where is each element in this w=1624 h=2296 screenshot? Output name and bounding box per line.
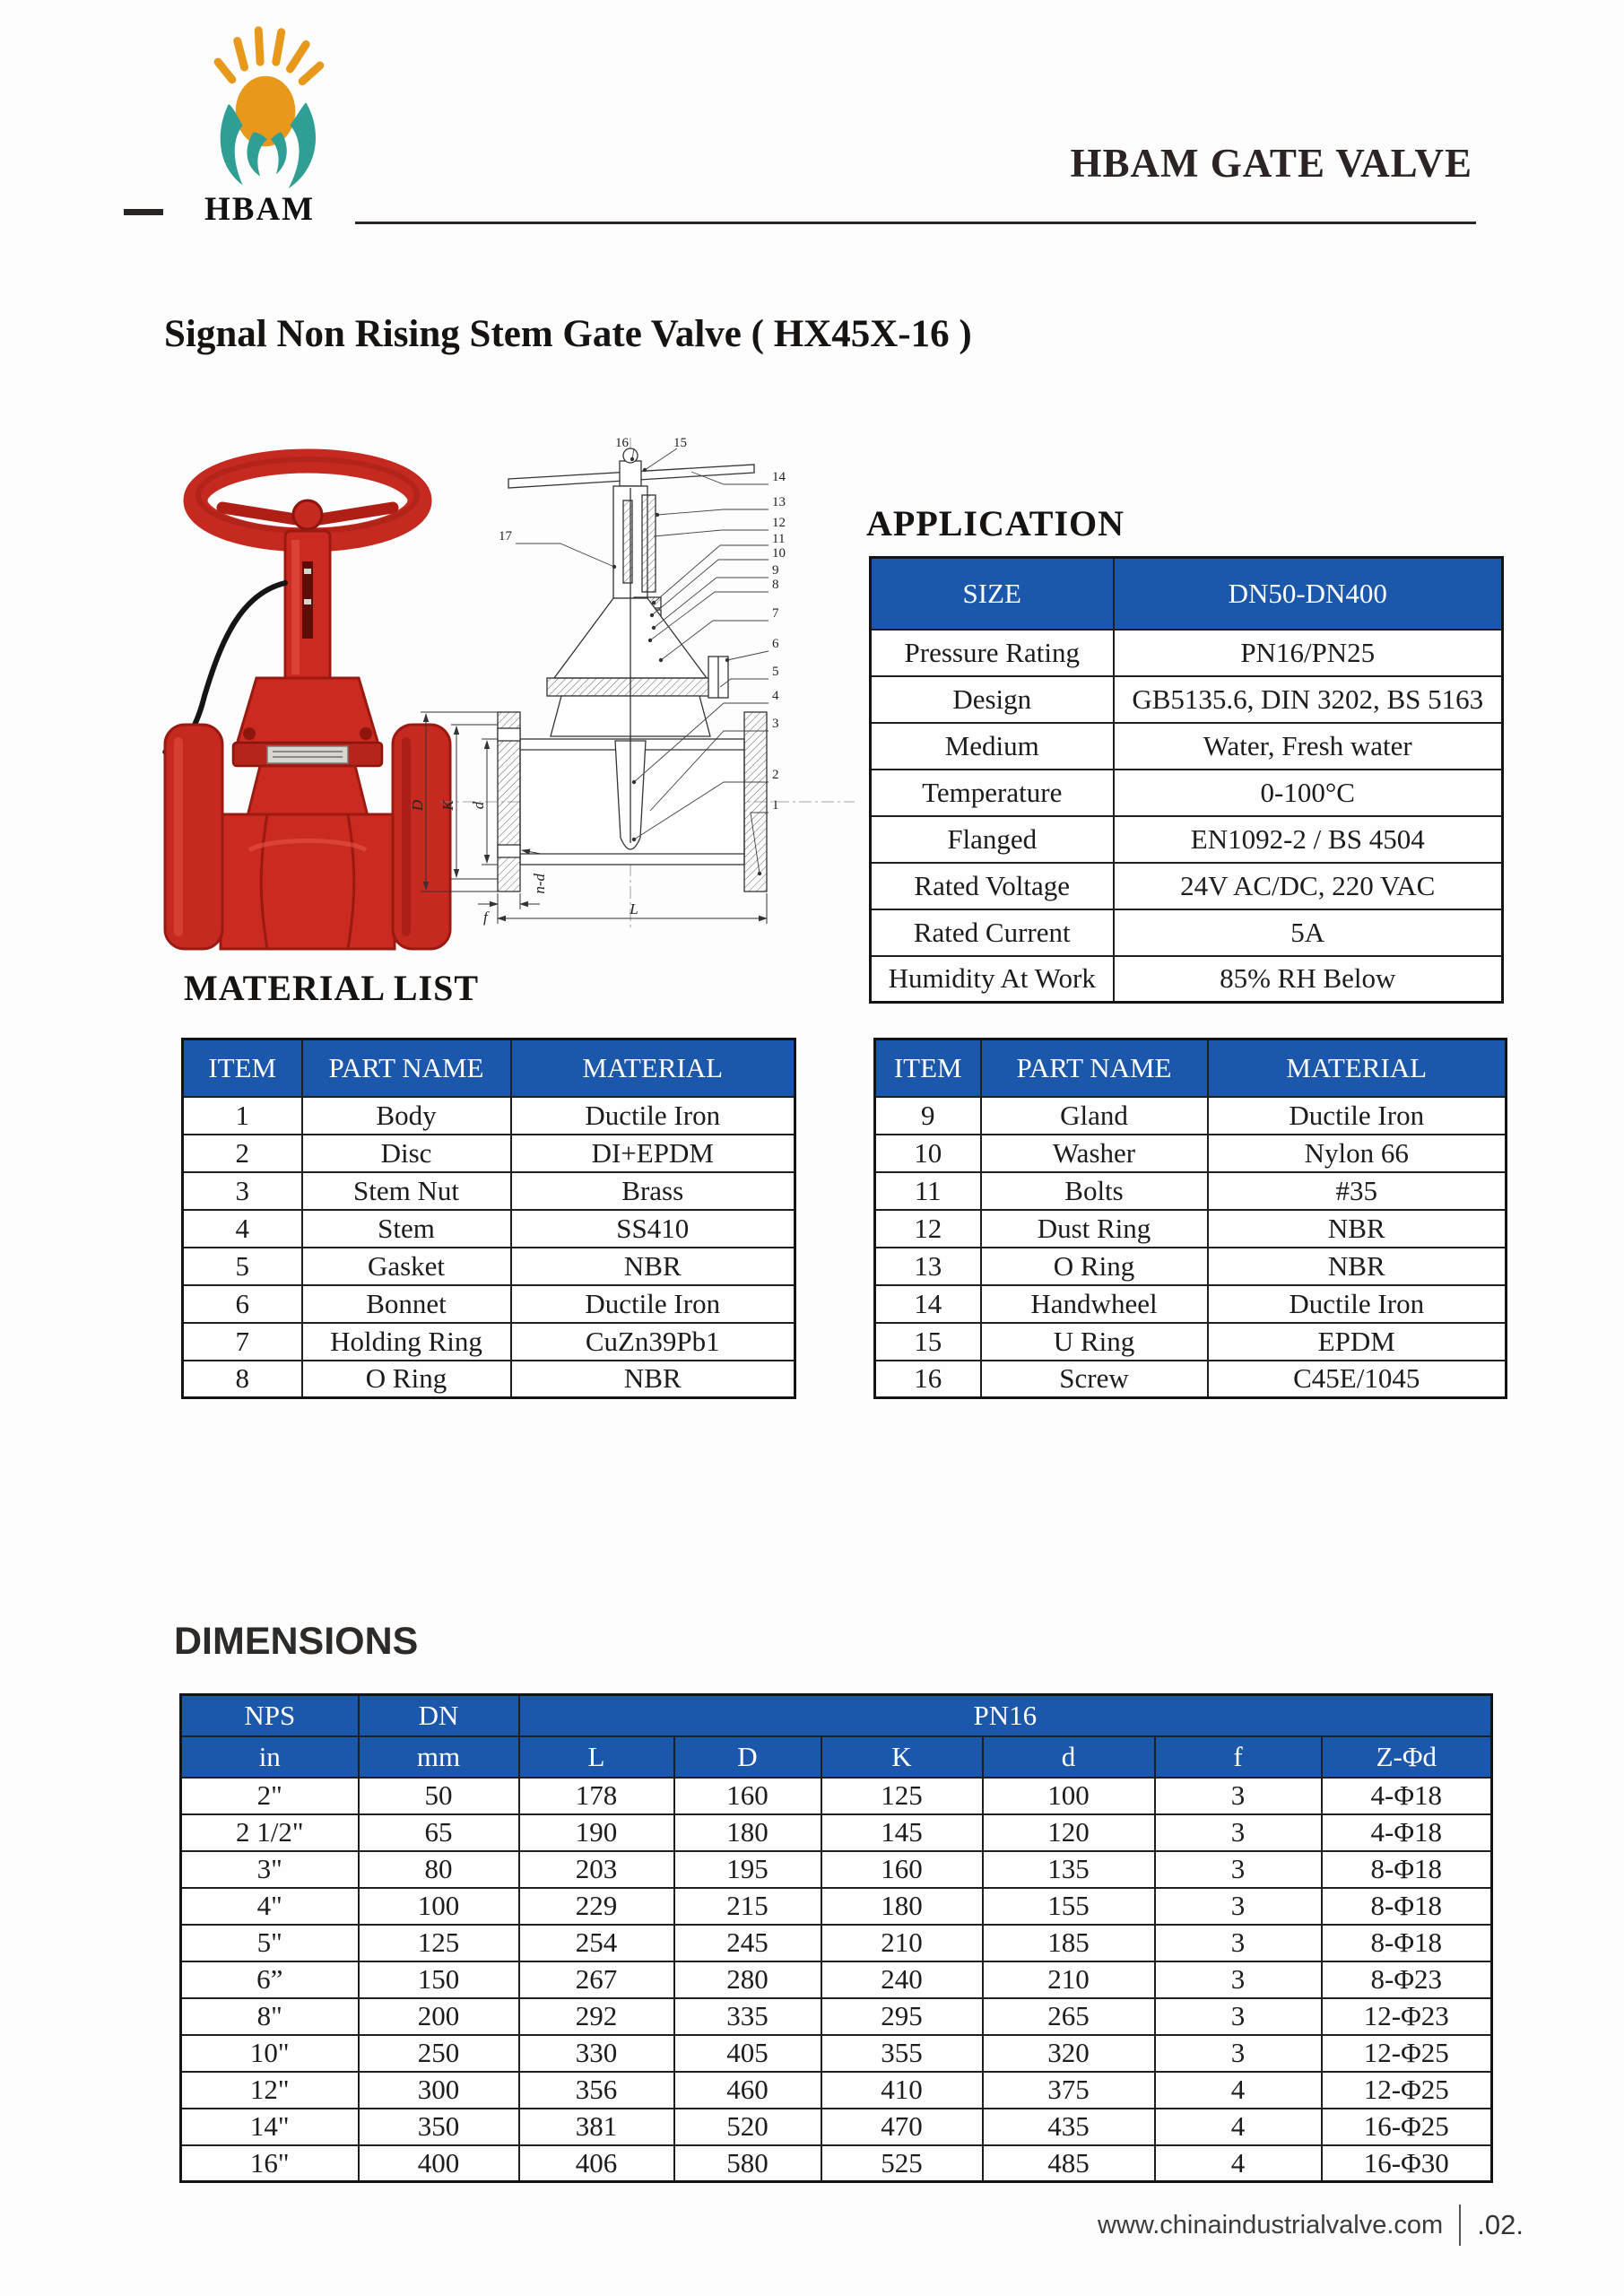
table-row [181, 2109, 1492, 2145]
table-cell: 6” [181, 1961, 359, 1998]
footer-page-number: .02. [1477, 2209, 1524, 2240]
table-cell: DN50-DN400 [1114, 558, 1503, 630]
table-row [181, 2072, 1492, 2109]
svg-text:6: 6 [772, 637, 779, 651]
table-cell: 229 [519, 1888, 674, 1925]
table-row [181, 2035, 1492, 2072]
product-title: Signal Non Rising Stem Gate Valve ( HX45X-16 ) [164, 313, 972, 355]
table-cell: 15 [875, 1323, 981, 1361]
svg-text:f: f [483, 909, 488, 926]
material-list-heading: MATERIAL LIST [184, 968, 480, 1008]
svg-text:L: L [630, 900, 638, 918]
table-cell: 3" [181, 1851, 359, 1888]
material-table-right-body [875, 1097, 1507, 1398]
table-row [871, 816, 1503, 863]
table-cell: Ductile Iron [511, 1097, 795, 1135]
svg-text:10: 10 [772, 546, 786, 561]
table-cell: 180 [674, 1814, 821, 1851]
svg-text:16: 16 [615, 436, 629, 450]
material-table-left-header [183, 1039, 795, 1097]
table-cell: 16-Φ30 [1322, 2145, 1492, 2182]
table-cell: Ductile Iron [511, 1285, 795, 1323]
table-row [875, 1097, 1507, 1135]
table-cell: 10 [875, 1135, 981, 1172]
table-cell: 185 [983, 1925, 1155, 1961]
table-cell: NBR [511, 1248, 795, 1285]
footer-website: www.chinaindustrialvalve.com [1098, 2210, 1444, 2239]
table-row [183, 1135, 795, 1172]
table-cell: 5 [183, 1248, 302, 1285]
table-cell: 8-Φ18 [1322, 1888, 1492, 1925]
dimensions-table-body [181, 1778, 1492, 2182]
table-row [183, 1210, 795, 1248]
table-cell: 12" [181, 2072, 359, 2109]
table-cell: Washer [981, 1135, 1208, 1172]
table-cell: 381 [519, 2109, 674, 2145]
table-cell: 3 [1155, 1961, 1322, 1998]
table-row [875, 1248, 1507, 1285]
application-table-body [871, 558, 1503, 1003]
table-cell: SIZE [871, 558, 1114, 630]
table-row [871, 723, 1503, 770]
svg-text:11: 11 [772, 532, 786, 546]
table-cell: Stem Nut [302, 1172, 511, 1210]
table-row [183, 1172, 795, 1210]
column-subheader-K: K [821, 1736, 983, 1778]
table-cell: 3 [1155, 1998, 1322, 2035]
table-cell: 13 [875, 1248, 981, 1285]
column-subheader-in: in [181, 1736, 359, 1778]
table-cell: 3 [1155, 1925, 1322, 1961]
table-cell: NBR [1208, 1248, 1507, 1285]
table-cell: 0-100°C [1114, 770, 1503, 816]
dimensions-table-header [181, 1695, 1492, 1778]
table-cell: 435 [983, 2109, 1155, 2145]
table-cell: 16-Φ25 [1322, 2109, 1492, 2145]
table-cell: 350 [359, 2109, 519, 2145]
table-cell: Ductile Iron [1208, 1285, 1507, 1323]
svg-text:15: 15 [673, 436, 687, 450]
table-cell: Rated Voltage [871, 863, 1114, 909]
table-cell: 2 [183, 1135, 302, 1172]
table-cell: 320 [983, 2035, 1155, 2072]
table-row [181, 2145, 1492, 2182]
table-cell: 4-Φ18 [1322, 1778, 1492, 1814]
table-cell: 2" [181, 1778, 359, 1814]
table-row [875, 1285, 1507, 1323]
table-cell: 178 [519, 1778, 674, 1814]
table-row [181, 1998, 1492, 2035]
svg-text:9: 9 [772, 563, 779, 578]
table-cell: 12-Φ23 [1322, 1998, 1492, 2035]
table-cell: 3 [1155, 2035, 1322, 2072]
table-cell: 12-Φ25 [1322, 2035, 1492, 2072]
table-cell: EN1092-2 / BS 4504 [1114, 816, 1503, 863]
column-subheader-d: d [983, 1736, 1155, 1778]
table-header-row [875, 1039, 1507, 1097]
svg-text:14: 14 [772, 470, 786, 484]
table-cell: 8-Φ23 [1322, 1961, 1492, 1998]
column-header-dn: DN [359, 1695, 519, 1736]
table-cell: 485 [983, 2145, 1155, 2182]
table-cell: CuZn39Pb1 [511, 1323, 795, 1361]
svg-text:17: 17 [499, 529, 512, 544]
table-cell: Nylon 66 [1208, 1135, 1507, 1172]
table-row [183, 1285, 795, 1323]
table-row [871, 630, 1503, 676]
table-cell: 16" [181, 2145, 359, 2182]
table-cell: GB5135.6, DIN 3202, BS 5163 [1114, 676, 1503, 723]
table-cell: Ductile Iron [1208, 1097, 1507, 1135]
table-cell: PN16/PN25 [1114, 630, 1503, 676]
table-cell: 8-Φ18 [1322, 1925, 1492, 1961]
table-row [875, 1172, 1507, 1210]
svg-text:D: D [409, 799, 426, 812]
column-subheader-D: D [674, 1736, 821, 1778]
table-cell: 160 [674, 1778, 821, 1814]
svg-text:7: 7 [772, 606, 779, 621]
svg-text:n-d: n-d [531, 874, 548, 894]
table-cell: Bonnet [302, 1285, 511, 1323]
svg-text:5: 5 [772, 665, 779, 679]
table-cell: Screw [981, 1361, 1208, 1398]
table-row [871, 909, 1503, 956]
handwheel [195, 459, 420, 540]
table-cell: 3 [1155, 1851, 1322, 1888]
table-row [875, 1135, 1507, 1172]
table-cell: 400 [359, 2145, 519, 2182]
table-cell: SS410 [511, 1210, 795, 1248]
table-row [875, 1323, 1507, 1361]
table-cell: 3 [1155, 1888, 1322, 1925]
table-cell: 8 [183, 1361, 302, 1398]
table-row [181, 1778, 1492, 1814]
table-cell: 410 [821, 2072, 983, 2109]
table-cell: NBR [511, 1361, 795, 1398]
column-subheader-zd: Z-Φd [1322, 1736, 1492, 1778]
table-row [183, 1097, 795, 1135]
footer-divider [1459, 2205, 1461, 2246]
table-cell: Stem [302, 1210, 511, 1248]
table-cell: Disc [302, 1135, 511, 1172]
table-cell: Rated Current [871, 909, 1114, 956]
table-cell: 5" [181, 1925, 359, 1961]
table-cell: Flanged [871, 816, 1114, 863]
material-table-right-header [875, 1039, 1507, 1097]
table-row [871, 863, 1503, 909]
table-cell: 267 [519, 1961, 674, 1998]
dimensions-heading: DIMENSIONS [174, 1620, 419, 1663]
column-header-material: MATERIAL [511, 1039, 795, 1097]
table-cell: Holding Ring [302, 1323, 511, 1361]
table-cell: #35 [1208, 1172, 1507, 1210]
table-cell: 125 [359, 1925, 519, 1961]
table-cell: 460 [674, 2072, 821, 2109]
logo-dash [124, 209, 163, 215]
table-header-row [181, 1695, 1492, 1736]
table-cell: 50 [359, 1778, 519, 1814]
table-cell: 335 [674, 1998, 821, 2035]
table-cell: 3 [1155, 1814, 1322, 1851]
table-cell: 100 [359, 1888, 519, 1925]
table-cell: Humidity At Work [871, 956, 1114, 1003]
table-cell: 85% RH Below [1114, 956, 1503, 1003]
table-row [181, 1925, 1492, 1961]
material-table-right [873, 1038, 1507, 1399]
table-cell: 8-Φ18 [1322, 1851, 1492, 1888]
table-cell: 215 [674, 1888, 821, 1925]
header-divider [355, 222, 1476, 224]
svg-text:2: 2 [772, 768, 779, 782]
table-cell: Water, Fresh water [1114, 723, 1503, 770]
application-table [869, 556, 1504, 1004]
table-cell: 11 [875, 1172, 981, 1210]
column-header-pn16: PN16 [519, 1695, 1492, 1736]
table-cell: 65 [359, 1814, 519, 1851]
table-cell: 150 [359, 1961, 519, 1998]
table-row [871, 770, 1503, 816]
table-row [871, 676, 1503, 723]
table-cell: 4 [1155, 2109, 1322, 2145]
page-footer [1098, 2205, 1524, 2246]
application-heading: APPLICATION [866, 503, 1125, 544]
table-row [183, 1323, 795, 1361]
table-row [875, 1361, 1507, 1398]
table-cell: Medium [871, 723, 1114, 770]
drawing-geometry [498, 448, 767, 891]
table-row [181, 1851, 1492, 1888]
table-row [183, 1248, 795, 1285]
table-cell: 5A [1114, 909, 1503, 956]
table-cell: 375 [983, 2072, 1155, 2109]
svg-text:13: 13 [772, 495, 786, 509]
svg-text:3: 3 [772, 717, 779, 731]
table-cell: C45E/1045 [1208, 1361, 1507, 1398]
table-cell: 80 [359, 1851, 519, 1888]
table-cell: 14 [875, 1285, 981, 1323]
table-cell: 135 [983, 1851, 1155, 1888]
table-cell: 2 1/2" [181, 1814, 359, 1851]
column-header-item: ITEM [875, 1039, 981, 1097]
table-cell: 4-Φ18 [1322, 1814, 1492, 1851]
table-cell: DI+EPDM [511, 1135, 795, 1172]
table-cell: 280 [674, 1961, 821, 1998]
bonnet [233, 678, 382, 766]
table-cell: 210 [983, 1961, 1155, 1998]
table-cell: 9 [875, 1097, 981, 1135]
table-cell: Gasket [302, 1248, 511, 1285]
column-subheader-f: f [1155, 1736, 1322, 1778]
table-cell: Pressure Rating [871, 630, 1114, 676]
table-cell: 6 [183, 1285, 302, 1323]
table-header-row [183, 1039, 795, 1097]
table-row [871, 956, 1503, 1003]
column-header-material: MATERIAL [1208, 1039, 1507, 1097]
hbam-logo-icon [178, 23, 357, 199]
table-row [183, 1361, 795, 1398]
table-cell: NBR [1208, 1210, 1507, 1248]
table-cell: 8" [181, 1998, 359, 2035]
table-cell: 240 [821, 1961, 983, 1998]
table-cell: 3 [1155, 1778, 1322, 1814]
table-cell: Body [302, 1097, 511, 1135]
dimensions-table [179, 1693, 1493, 2183]
table-subheader-row [181, 1736, 1492, 1778]
table-cell: 525 [821, 2145, 983, 2182]
table-cell: 125 [821, 1778, 983, 1814]
table-cell: 195 [674, 1851, 821, 1888]
table-cell: 210 [821, 1925, 983, 1961]
column-header-item: ITEM [183, 1039, 302, 1097]
table-cell: 4" [181, 1888, 359, 1925]
page-header-title: HBAM GATE VALVE [1070, 141, 1472, 186]
column-header-part-name: PART NAME [981, 1039, 1208, 1097]
table-cell: Gland [981, 1097, 1208, 1135]
table-row [181, 1888, 1492, 1925]
column-header-part-name: PART NAME [302, 1039, 511, 1097]
table-cell: 12 [875, 1210, 981, 1248]
column-subheader-mm: mm [359, 1736, 519, 1778]
column-header-nps: NPS [181, 1695, 359, 1736]
table-cell: 1 [183, 1097, 302, 1135]
table-cell: 250 [359, 2035, 519, 2072]
material-table-left [181, 1038, 796, 1399]
table-cell: 406 [519, 2145, 674, 2182]
table-cell: 292 [519, 1998, 674, 2035]
table-cell: 265 [983, 1998, 1155, 2035]
table-cell: 580 [674, 2145, 821, 2182]
table-cell: EPDM [1208, 1323, 1507, 1361]
table-cell: 180 [821, 1888, 983, 1925]
table-cell: 330 [519, 2035, 674, 2072]
svg-text:8: 8 [772, 578, 779, 592]
table-cell: 100 [983, 1778, 1155, 1814]
table-row-highlight [871, 558, 1503, 630]
table-cell: 520 [674, 2109, 821, 2145]
table-cell: 203 [519, 1851, 674, 1888]
table-cell: 3 [183, 1172, 302, 1210]
table-cell: 120 [983, 1814, 1155, 1851]
table-cell: 24V AC/DC, 220 VAC [1114, 863, 1503, 909]
table-cell: Temperature [871, 770, 1114, 816]
table-cell: O Ring [981, 1248, 1208, 1285]
svg-text:1: 1 [772, 798, 779, 813]
table-cell: 10" [181, 2035, 359, 2072]
table-cell: 155 [983, 1888, 1155, 1925]
table-cell: 4 [183, 1210, 302, 1248]
table-cell: Design [871, 676, 1114, 723]
table-cell: Dust Ring [981, 1210, 1208, 1248]
table-cell: 254 [519, 1925, 674, 1961]
table-cell: 12-Φ25 [1322, 2072, 1492, 2109]
table-cell: U Ring [981, 1323, 1208, 1361]
table-cell: Handwheel [981, 1285, 1208, 1323]
table-cell: Brass [511, 1172, 795, 1210]
table-cell: 14" [181, 2109, 359, 2145]
table-cell: 4 [1155, 2145, 1322, 2182]
table-cell: 190 [519, 1814, 674, 1851]
valve-sectional-drawing [408, 425, 883, 956]
table-cell: 356 [519, 2072, 674, 2109]
logo-text: HBAM [204, 191, 316, 228]
table-cell: 300 [359, 2072, 519, 2109]
material-table-left-body [183, 1097, 795, 1398]
table-row [875, 1210, 1507, 1248]
table-cell: 245 [674, 1925, 821, 1961]
table-cell: 16 [875, 1361, 981, 1398]
table-cell: 7 [183, 1323, 302, 1361]
table-cell: Bolts [981, 1172, 1208, 1210]
svg-text:K: K [439, 800, 456, 811]
table-cell: 470 [821, 2109, 983, 2145]
table-cell: 145 [821, 1814, 983, 1851]
table-cell: 200 [359, 1998, 519, 2035]
table-cell: 295 [821, 1998, 983, 2035]
column-subheader-L: L [519, 1736, 674, 1778]
table-cell: 405 [674, 2035, 821, 2072]
svg-text:4: 4 [772, 689, 779, 703]
svg-text:12: 12 [772, 516, 786, 530]
table-cell: 355 [821, 2035, 983, 2072]
table-cell: O Ring [302, 1361, 511, 1398]
table-cell: 4 [1155, 2072, 1322, 2109]
svg-text:d: d [470, 801, 487, 810]
table-cell: 160 [821, 1851, 983, 1888]
table-row [181, 1961, 1492, 1998]
table-row [181, 1814, 1492, 1851]
